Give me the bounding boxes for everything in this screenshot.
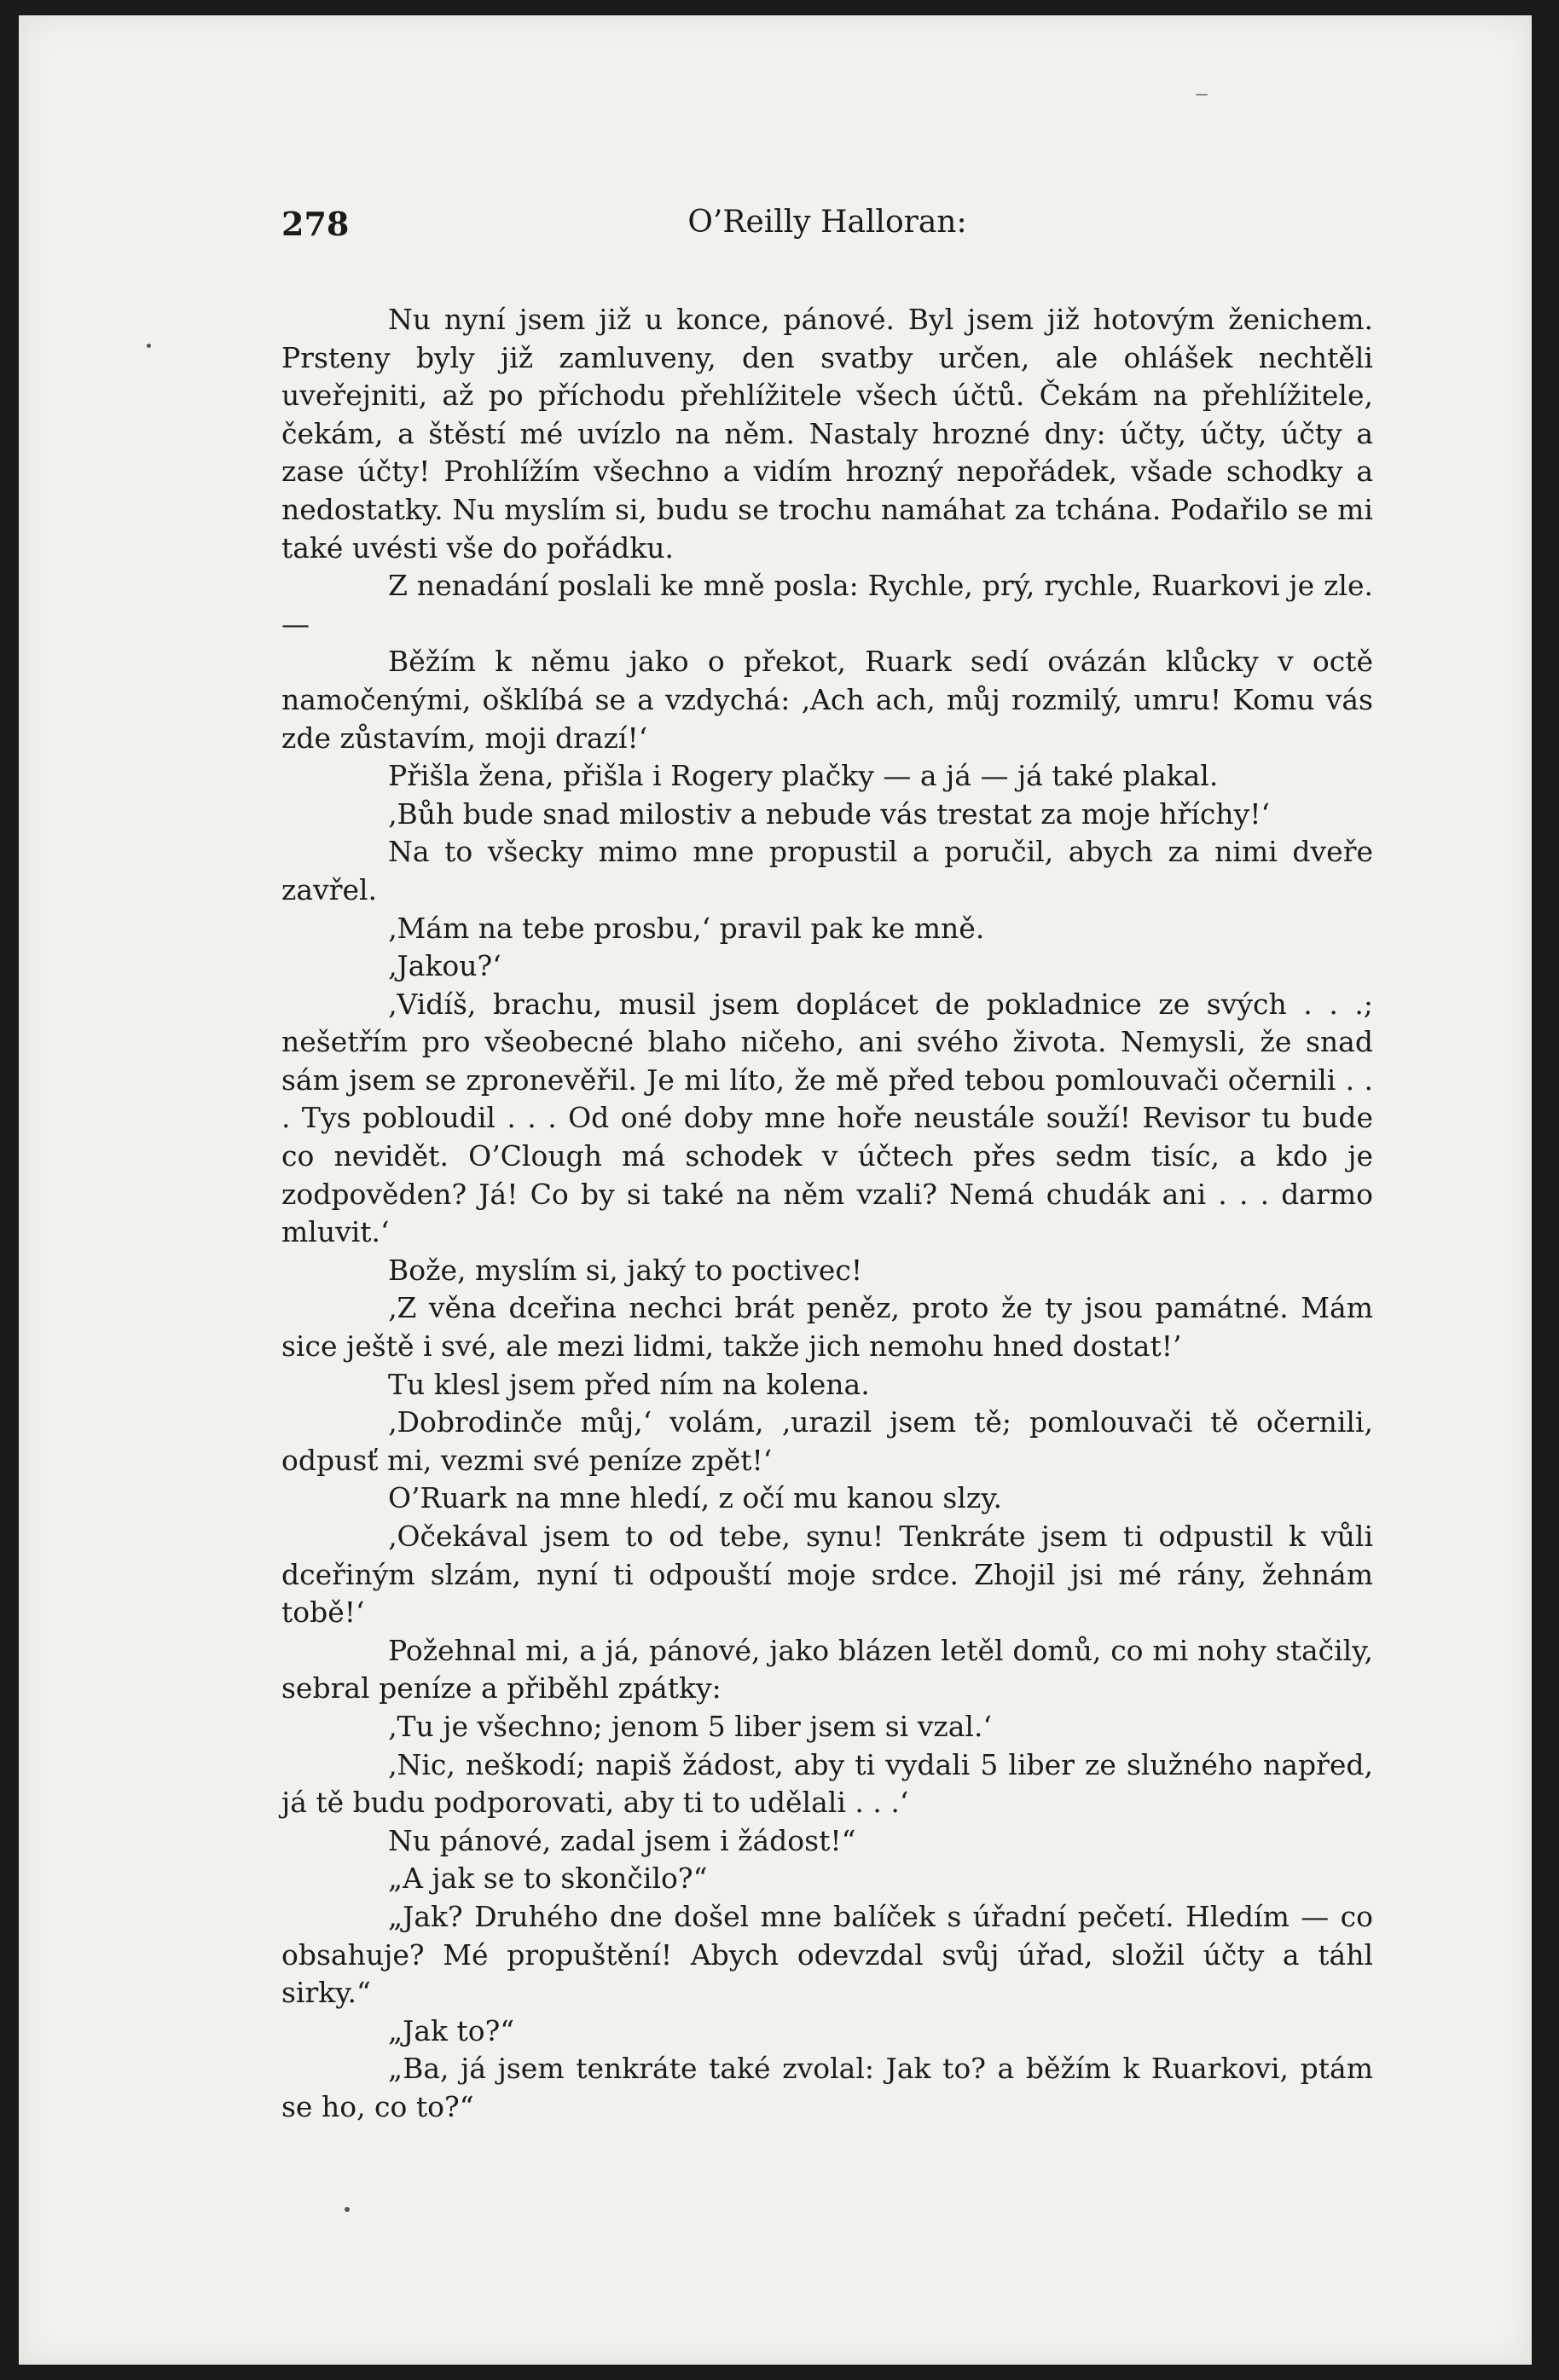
paragraph: ‚Očekával jsem to od tebe, synu! Tenkráte jsem ti odpustil k vůli dceřiným slzám, nyní ti odpouští moje srdce. Zhojil jsi mé rány, žehnám tobě!‘ — [281, 1520, 1373, 1630]
paragraph: „Ba, já jsem tenkráte také zvolal: Jak to? a běžím k Ruarkovi, ptám se ho, co to?“ — [281, 2052, 1373, 2123]
paragraph: Požehnal mi, a já, pánové, jako blázen letěl domů, co mi nohy stačily, sebral peníze a přiběhl zpátky: — [281, 1633, 1373, 1705]
paragraph: ‚Jakou?‘ — [388, 949, 501, 983]
paragraph: Na to všecky mimo mne propustil a poručil, abych za nimi dveře zavřel. — [281, 835, 1373, 906]
page-number: 278 — [281, 205, 350, 243]
paragraph: O’Ruark na mne hledí, z očí mu kanou slzy. — [388, 1481, 1003, 1515]
paper-speck — [147, 344, 151, 348]
running-title: O’Reilly Halloran: — [687, 205, 967, 240]
paragraph: „Jak? Druhého dne došel mne balíček s úřadní pečetí. Hledím — co obsahuje? Mé propuštění! Abych odevzdal svůj úřad, složil účty a táhl sirky.“ — [281, 1899, 1373, 2010]
paragraph: ‚Mám na tebe prosbu,‘ pravil pak ke mně. — [388, 911, 985, 945]
paragraph: Bože, myslím si, jaký to poctivec! — [388, 1253, 863, 1287]
paragraph: ‚Dobrodinče můj,‘ volám, ‚urazil jsem tě; pomlouvači tě očernili, odpusť mi, vezmi své peníze zpět!‘ — [281, 1405, 1373, 1477]
paragraph: Přišla žena, přišla i Rogery plačky — a já — já také plakal. — [388, 759, 1219, 793]
paragraph: ‚Tu je všechno; jenom 5 liber jsem si vzal.‘ — [388, 1709, 992, 1743]
paragraph: „Jak to?“ — [388, 2013, 515, 2047]
paragraph: Běžím k němu jako o překot, Ruark sedí ovázán klůcky v octě namočenými, ošklíbá se a vzdychá: ‚Ach ach, můj rozmilý, umru! Komu vás zde zůstavím, moji drazí!‘ — [281, 645, 1373, 755]
paper-speck — [1196, 94, 1208, 96]
paragraph: ‚Z věna dceřina nechci brát peněz, proto že ty jsou památné. Mám sice ještě i své, ale mezi lidmi, takže jich nemohu hned dostat!’ — [281, 1291, 1373, 1364]
paragraph: Nu nyní jsem již u konce, pánové. Byl jsem již hotovým ženichem. Prsteny byly již zamluveny, den svatby určen, ale ohlášek nechtěli uveřejniti, až po příchodu přehlížitele všech účtů. Čekám na přehlížitele, čekám, a štěstí mé uvízlo na něm. Nastaly hrozné dny: účty, účty, účty a zase účty! Prohlížím všechno a vidím hrozný nepořádek, všade schodky a nedostatky. Nu myslím si, budu se trochu namáhat za tchána. Podařilo se mi také uvésti vše do pořádku. — [281, 303, 1373, 565]
paragraph: Nu pánové, zadal jsem i žádost!“ — [388, 1823, 856, 1857]
paragraph: ‚Vidíš, brachu, musil jsem doplácet de pokladnice ze svých . . .; nešetřím pro všeobecné blaho ničeho, ani svého života. Nemysli, že snad sám jsem se zpronevěřil. Je mi líto, že mě před tebou pomlouvači očernili . . . Tys pobloudil . . . Od oné doby mne hoře neustále souží! Revisor tu bude co nevidět. O’Clough má schodek v účtech přes sedm tisíc, a kdo je zodpověden? Já! Co by si také na něm vzali? Nemá chudák ani . . . darmo mluvit.‘ — [281, 987, 1373, 1249]
text-body — [281, 301, 1373, 2127]
book-page — [19, 15, 1532, 2365]
paragraph: Z nenadání poslali ke mně posla: Rychle, prý, rychle, Ruarkovi je zle. — — [281, 569, 1373, 640]
paragraph: „A jak se to skončilo?“ — [388, 1862, 708, 1896]
paragraph: Tu klesl jsem před ním na kolena. — [388, 1367, 870, 1401]
paper-speck — [345, 2207, 350, 2212]
paragraph: ‚Nic, neškodí; napiš žádost, aby ti vydali 5 liber ze služného napřed, já tě budu podporovati, aby ti to udělali . . .‘ — [281, 1747, 1373, 1820]
page-header — [281, 205, 1373, 264]
paragraph: ‚Bůh bude snad milostiv a nebude vás trestat za moje hříchy!‘ — [388, 796, 1270, 831]
